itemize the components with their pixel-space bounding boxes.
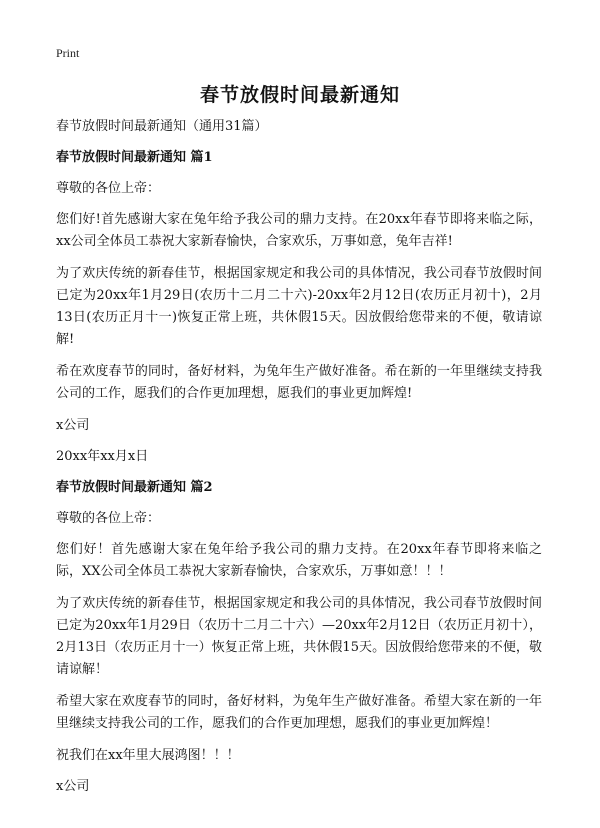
section-heading: 春节放假时间最新通知 篇2 xyxy=(56,480,213,495)
paragraph: 为了欢庆传统的新春佳节，根据国家规定和我公司的具体情况，我公司春节放假时间已定为20xx年1月29日(农历十二月二十六)-20xx年2月12日(农历正月初十)，2月13日(农历正月十一)恢复正常上班，共休假15天。因放假给您带来的不便，敬请谅解! xyxy=(56,266,542,347)
document-subtitle: 春节放假时间最新通知（通用31篇） xyxy=(56,119,268,134)
print-label: Print xyxy=(56,46,80,60)
section-heading: 春节放假时间最新通知 篇1 xyxy=(56,150,213,165)
signature: x公司 xyxy=(56,418,90,433)
paragraph: 祝我们在xx年里大展鸿图！！！ xyxy=(56,748,240,763)
page-title: 春节放假时间最新通知 xyxy=(199,84,400,106)
greeting: 尊敬的各位上帝： xyxy=(56,511,161,526)
paragraph: 为了欢庆传统的新春佳节，根据国家规定和我公司的具体情况，我公司春节放假时间已定为20xx年1月29日（农历十二月二十六）—20xx年2月12日（农历正月初十），2月13日（农历正月十一）恢复正常上班，共休假15天。因放假给您带来的不便，敬请谅解！ xyxy=(56,596,542,677)
date-line: 20xx年xx月x日 xyxy=(56,449,149,464)
greeting: 尊敬的各位上帝： xyxy=(56,181,161,196)
document-body xyxy=(56,116,542,798)
signature: x公司 xyxy=(56,779,90,794)
paragraph: 希望大家在欢度春节的同时，备好材料，为兔年生产做好准备。希望大家在新的一年里继续支持我公司的工作，愿我们的合作更加理想，愿我们的事业更加辉煌！ xyxy=(56,694,542,731)
paragraph: 希在欢度春节的同时，备好材料，为兔年生产做好准备。希在新的一年里继续支持我公司的工作，愿我们的合作更加理想，愿我们的事业更加辉煌! xyxy=(56,364,542,401)
paragraph: 您们好!首先感谢大家在兔年给予我公司的鼎力支持。在20xx年春节即将来临之际，xx公司全体员工恭祝大家新春愉快，合家欢乐，万事如意，兔年吉祥! xyxy=(56,212,542,249)
paragraph: 您们好！首先感谢大家在兔年给予我公司的鼎力支持。在20xx年春节即将来临之际，XX公司全体员工恭祝大家新春愉快，合家欢乐，万事如意！！！ xyxy=(56,542,542,579)
